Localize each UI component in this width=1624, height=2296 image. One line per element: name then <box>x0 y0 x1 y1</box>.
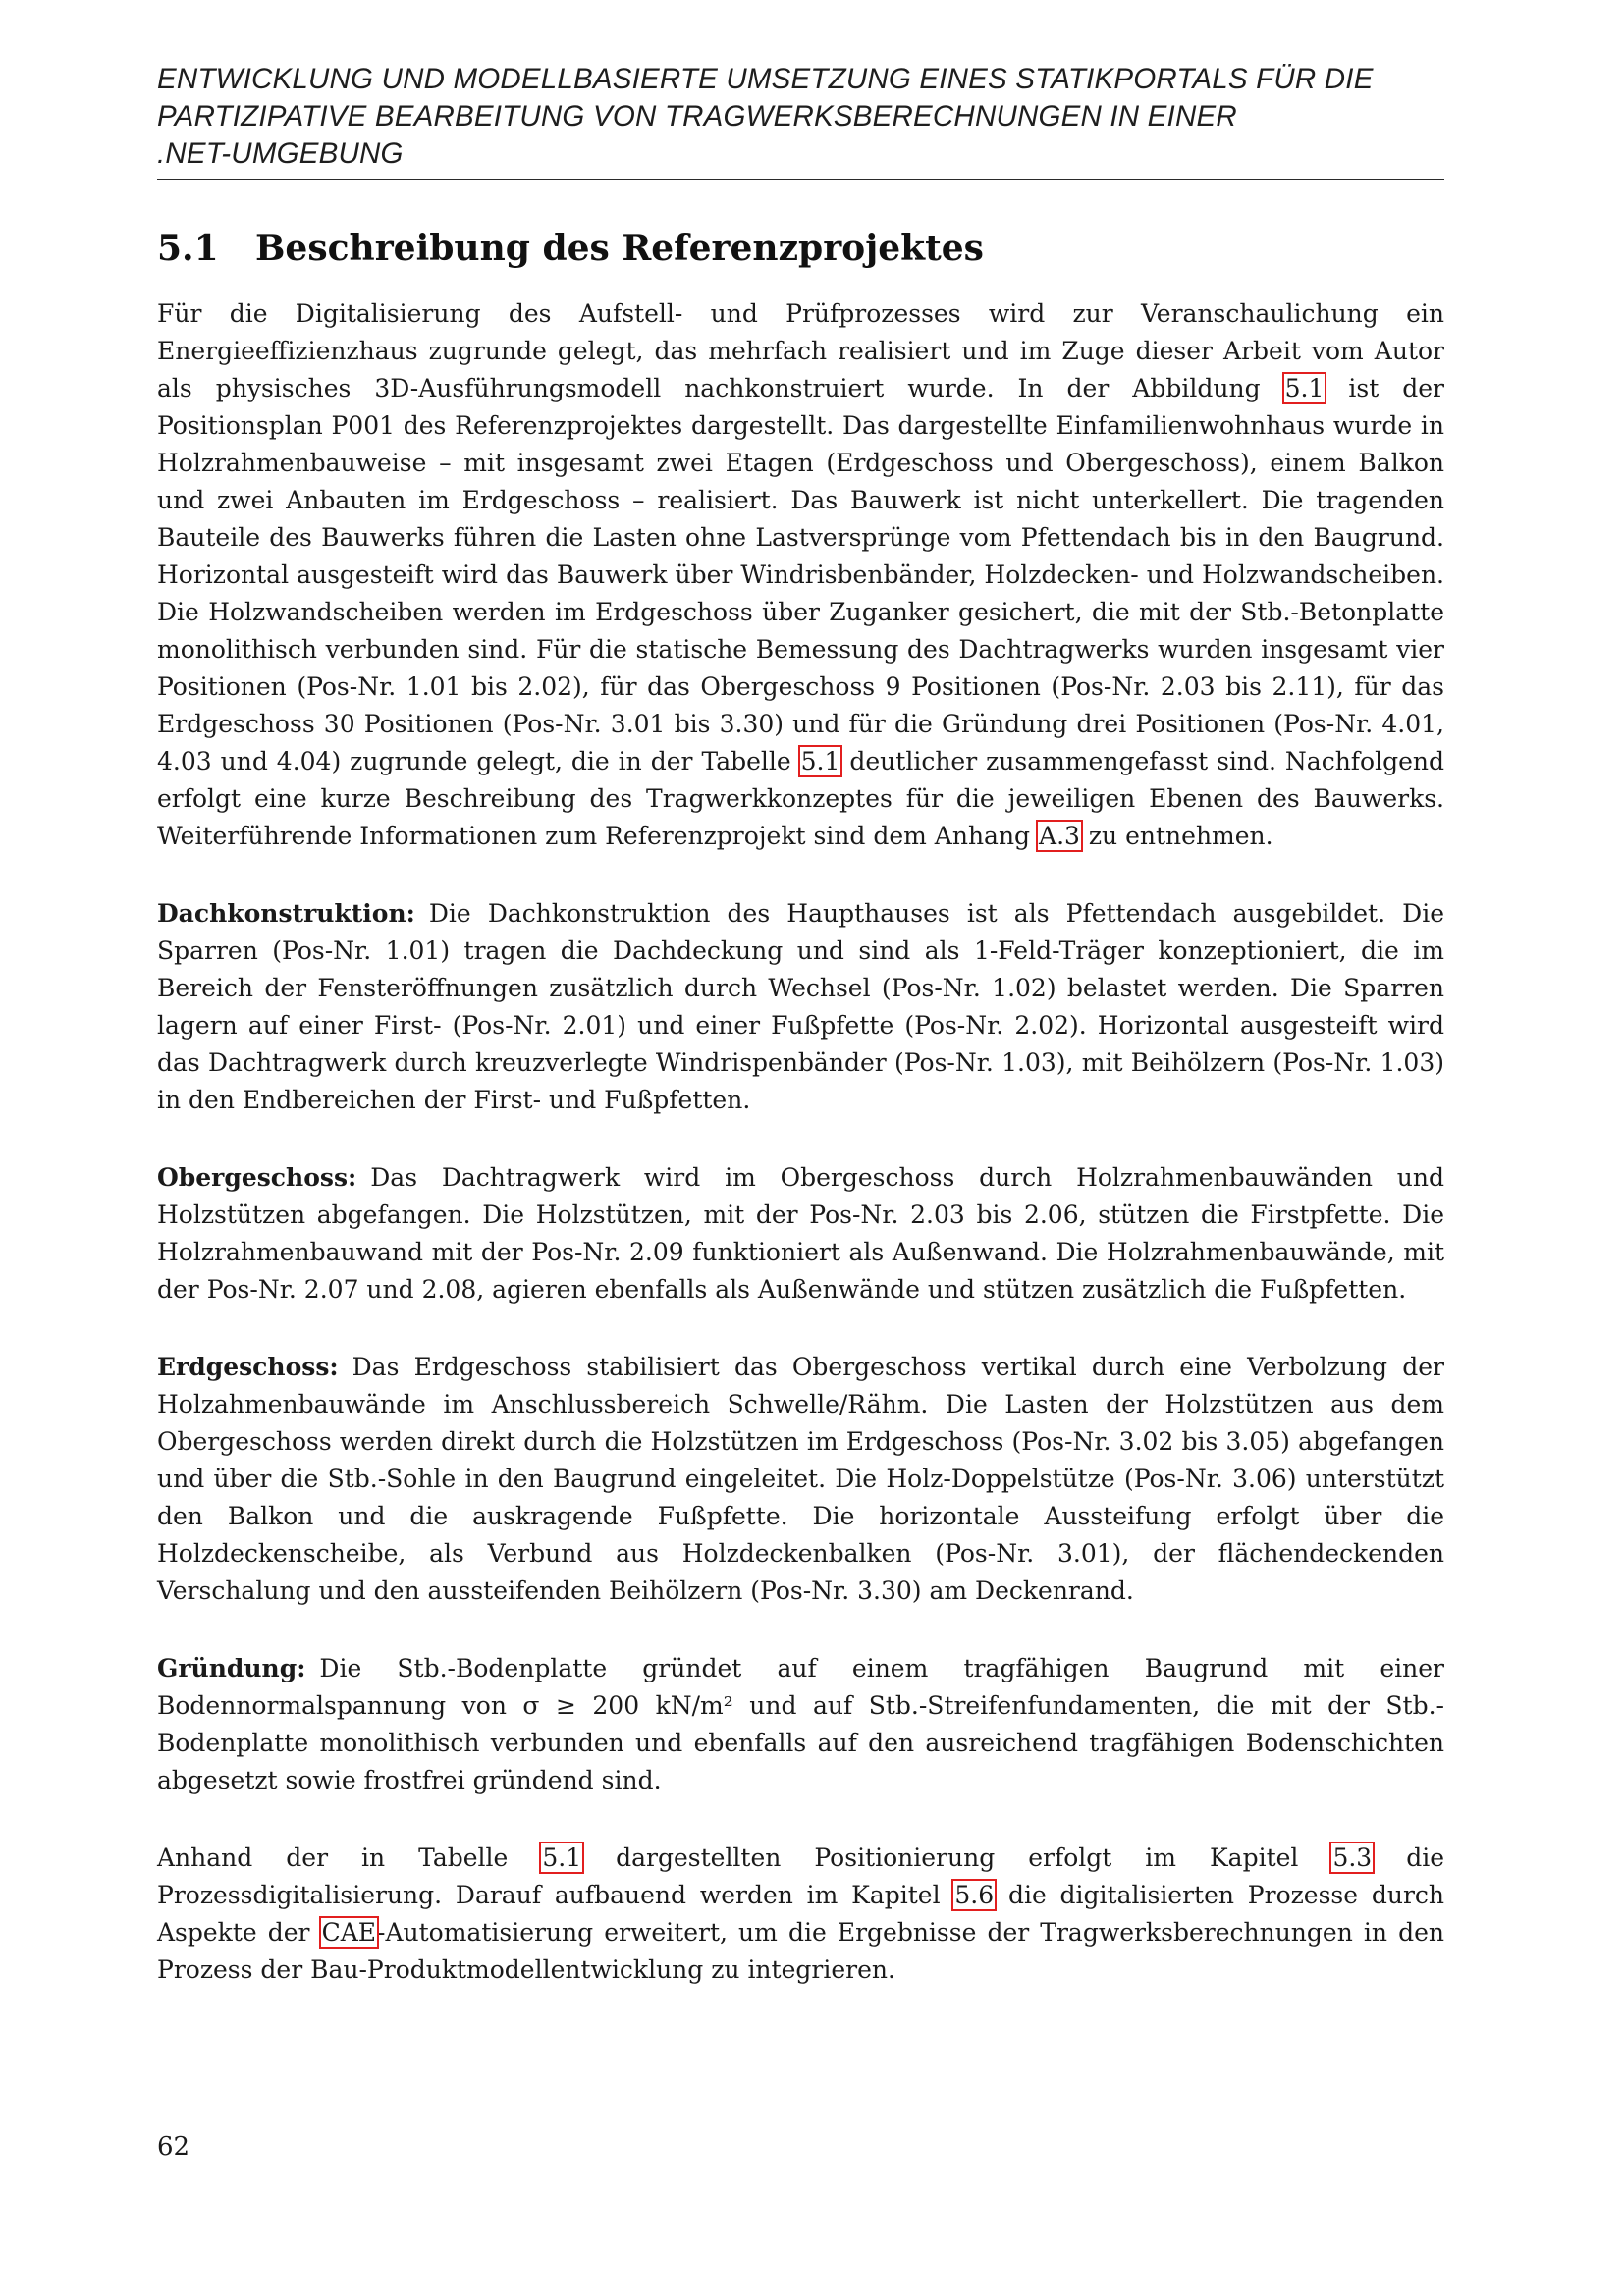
dachkonstruktion-heading: Dachkonstruktion: <box>157 899 415 928</box>
erdgeschoss-paragraph <box>157 1349 1444 1610</box>
table-ref-link-2[interactable]: 5.1 <box>542 1843 582 1872</box>
table-ref-link[interactable]: 5.1 <box>800 747 840 775</box>
page <box>157 61 1444 2013</box>
figure-ref-link[interactable]: 5.1 <box>1284 374 1325 402</box>
running-head <box>157 61 1444 173</box>
closing-text-4: die digitalisierten Prozesse durch Aspekte der <box>157 1881 1444 1947</box>
running-head-line-2: PARTIZIPATIVE BEARBEITUNG VON TRAGWERKSBERECHNUNGEN IN EINER <box>157 100 1237 133</box>
closing-text-5: -Automatisierung erweitert, um die Ergebnisse der Tragwerksberechnungen in den Prozess der Bau-Produktmodellentwicklung zu integrieren. <box>157 1918 1444 1984</box>
intro-text-4: zu entnehmen. <box>1080 822 1273 850</box>
closing-text-1: Anhand der in Tabelle <box>157 1843 542 1872</box>
section-title: Beschreibung des Referenzprojektes <box>255 228 984 269</box>
running-head-line-3: .NET-UMGEBUNG <box>157 137 404 170</box>
closing-paragraph <box>157 1840 1444 1989</box>
dachkonstruktion-paragraph <box>157 895 1444 1119</box>
obergeschoss-heading: Obergeschoss: <box>157 1163 357 1192</box>
intro-text-2: ist der Positionsplan P001 des Referenzprojektes dargestellt. Das dargestellte Einfamilienwohnhaus wurde in Holzrahmenbauweise – mit insgesamt zwei Etagen (Erdgeschoss und Obergeschoss), einem Balkon und zwei Anbauten im Erdgeschoss – realisiert. Das Bauwerk ist nicht unterkellert. Die tragenden Bauteile des Bauwerks führen die Lasten ohne Lastversprünge vom Pfettendach bis in den Baugrund. Horizontal ausgesteift wird das Bauwerk über Windrisbenbänder, Holzdecken- und Holzwandscheiben. Die Holzwandscheiben werden im Erdgeschoss über Zuganker gesichert, die mit der Stb.-Betonplatte monolithisch verbunden sind. Für die statische Bemessung des Dachtragwerks wurden insgesamt vier Positionen (Pos-Nr. 1.01 bis 2.02), für das Obergeschoss 9 Positionen (Pos-Nr. 2.03 bis 2.11), für das Erdgeschoss 30 Positionen (Pos-Nr. 3.01 bis 3.30) und für die Gründung drei Positionen (Pos-Nr. 4.01, 4.03 und 4.04) zugrunde gelegt, die in der Tabelle <box>157 374 1445 775</box>
erdgeschoss-heading: Erdgeschoss: <box>157 1353 339 1381</box>
erdgeschoss-text: Das Erdgeschoss stabilisiert das Obergeschoss vertikal durch eine Verbolzung der Holzahmenbauwände im Anschlussbereich Schwelle/Rähm. Die Lasten der Holzstützen aus dem Obergeschoss werden direkt durch die Holzstützen im Erdgeschoss (Pos-Nr. 3.02 bis 3.05) abgefangen und über die Stb.-Sohle in den Baugrund eingeleitet. Die Holz-Doppelstütze (Pos-Nr. 3.06) unterstützt den Balkon und die auskragende Fußpfette. Die horizontale Aussteifung erfolgt über die Holzdeckenscheibe, als Verbund aus Holzdeckenbalken (Pos-Nr. 3.01), der flächendeckenden Verschalung und den aussteifenden Beihölzern (Pos-Nr. 3.30) am Deckenrand. <box>157 1353 1444 1605</box>
gruendung-text: Die Stb.-Bodenplatte gründet auf einem tragfähigen Baugrund mit einer Bodennormalspannung von σ ≥ 200 kN/m² und auf Stb.-Streifenfundamenten, die mit der Stb.-Bodenplatte monolithisch verbunden und ebenfalls auf den ausreichend tragfähigen Bodenschichten abgesetzt sowie frostfrei gründend sind. <box>157 1654 1444 1794</box>
intro-paragraph <box>157 295 1444 855</box>
intro-text-3: deutlicher zusammengefasst sind. Nachfolgend erfolgt eine kurze Beschreibung des Tragwerkkonzeptes für die jeweiligen Ebenen des Bauwerks. Weiterführende Informationen zum Referenzprojekt sind dem Anhang <box>157 747 1445 850</box>
gruendung-heading: Gründung: <box>157 1654 306 1682</box>
obergeschoss-paragraph <box>157 1159 1444 1308</box>
closing-text-2: dargestellten Positionierung erfolgt im Kapitel <box>582 1843 1332 1872</box>
section-number: 5.1 <box>157 228 219 269</box>
dachkonstruktion-text: Die Dachkonstruktion des Haupthauses ist als Pfettendach ausgebildet. Die Sparren (Pos-Nr. 1.01) tragen die Dachdeckung und sind als 1-Feld-Träger konzeptioniert, die im Bereich der Fensteröffnungen zusätzlich durch Wechsel (Pos-Nr. 1.02) belastet werden. Die Sparren lagern auf einer First- (Pos-Nr. 2.01) und einer Fußpfette (Pos-Nr. 2.02). Horizontal ausgesteift wird das Dachtragwerk durch kreuzverlegte Windrispenbänder (Pos-Nr. 1.03), mit Beihölzern (Pos-Nr. 1.03) in den Endbereichen der First- und Fußpfetten. <box>157 899 1444 1114</box>
acronym-cae-link[interactable]: CAE <box>321 1918 377 1947</box>
page-number: 62 <box>157 2132 190 2162</box>
running-head-line-1: ENTWICKLUNG UND MODELLBASIERTE UMSETZUNG EINES STATIKPORTALS FÜR DIE <box>157 63 1374 95</box>
section-heading <box>157 227 1444 270</box>
appendix-ref-link[interactable]: A.3 <box>1039 822 1080 850</box>
intro-text-1: Für die Digitalisierung des Aufstell- und Prüfprozesses wird zur Veranschaulichung ein Energieeffizienzhaus zugrunde gelegt, das mehrfach realisiert und im Zuge dieser Arbeit vom Autor als physisches 3D-Ausführungsmodell nachkonstruiert wurde. In der Abbildung <box>157 299 1444 402</box>
chapter-ref-link-5-3[interactable]: 5.3 <box>1332 1843 1373 1872</box>
obergeschoss-text: Das Dachtragwerk wird im Obergeschoss durch Holzrahmenbauwänden und Holzstützen abgefangen. Die Holzstützen, mit der Pos-Nr. 2.03 bis 2.06, stützen die Firstpfette. Die Holzrahmenbauwand mit der Pos-Nr. 2.09 funktioniert als Außenwand. Die Holzrahmenbauwände, mit der Pos-Nr. 2.07 und 2.08, agieren ebenfalls als Außenwände und stützen zusätzlich die Fußpfetten. <box>157 1163 1444 1304</box>
gruendung-paragraph <box>157 1650 1444 1799</box>
header-rule <box>157 179 1444 180</box>
chapter-ref-link-5-6[interactable]: 5.6 <box>954 1881 995 1909</box>
closing-text-3: die Prozessdigitalisierung. Darauf aufbauend werden im Kapitel <box>157 1843 1444 1909</box>
